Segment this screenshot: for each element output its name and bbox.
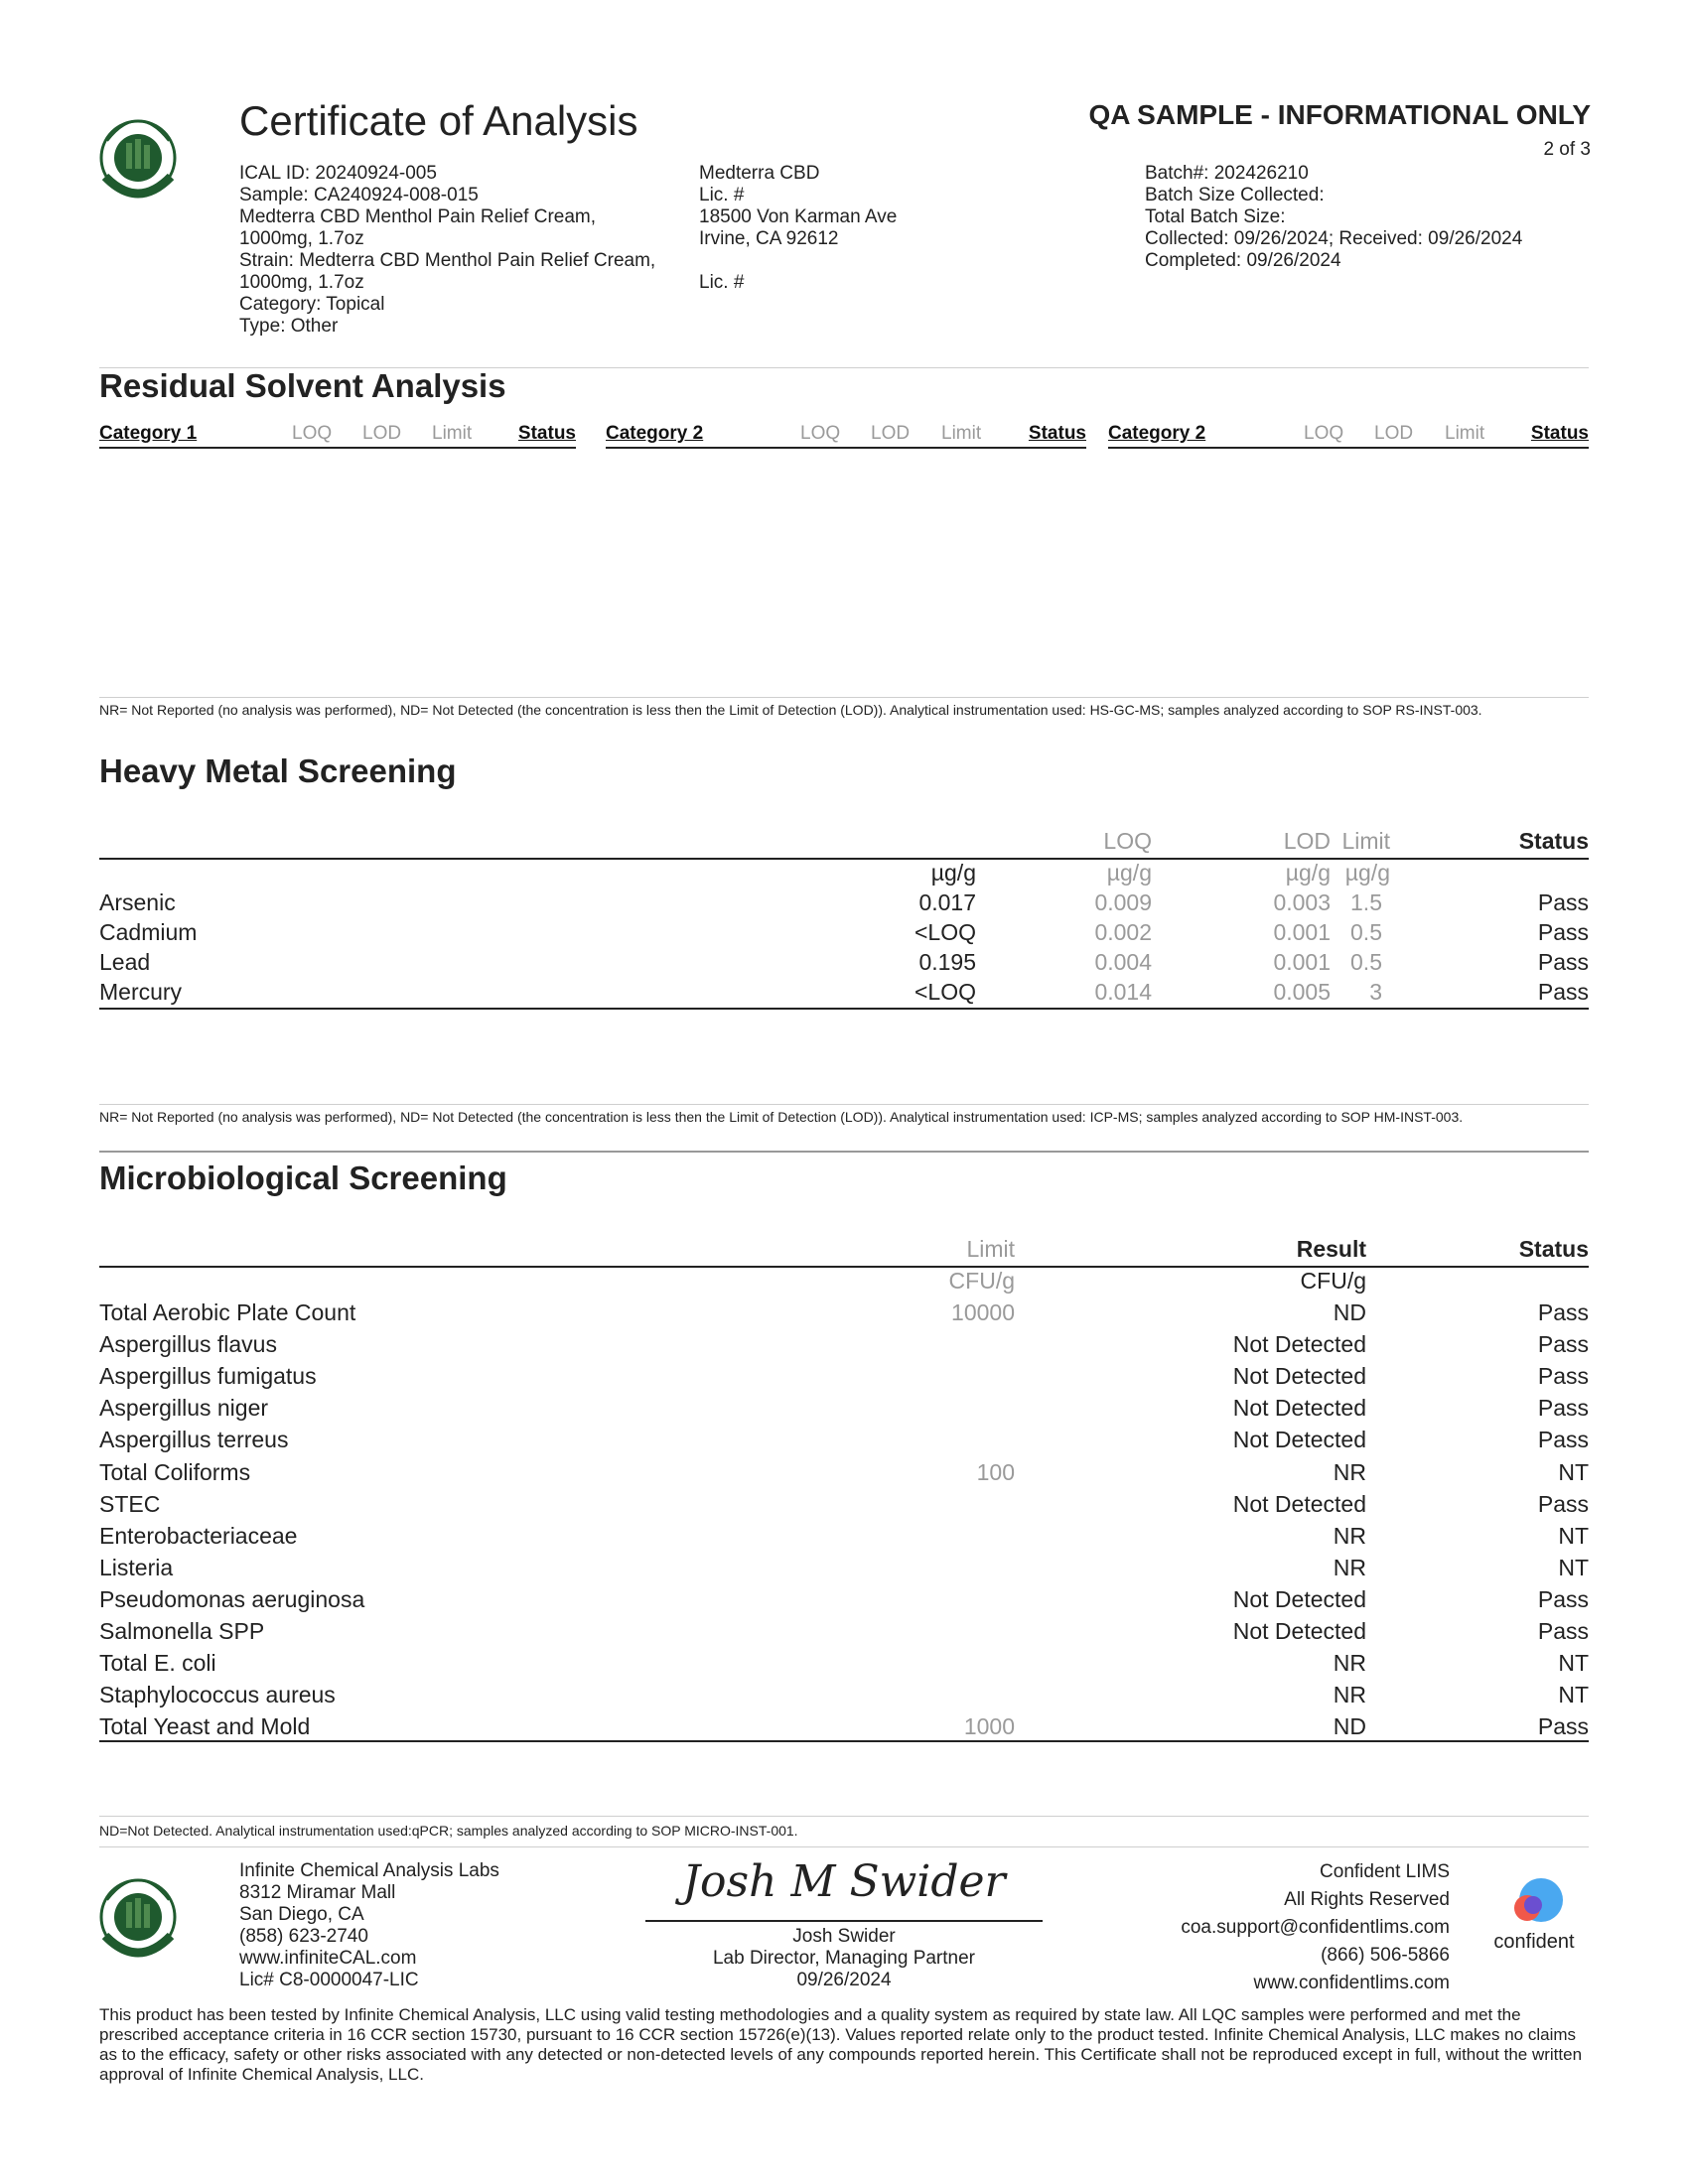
cell-analyte: Aspergillus fumigatus (99, 1363, 317, 1390)
sample-info-line: Sample: CA240924-008-015 (239, 185, 479, 205)
batch-info-line: Batch Size Collected: (1145, 185, 1325, 205)
table-row (99, 1555, 1589, 1586)
cell-result: ND (1333, 1713, 1366, 1740)
rs-limit: Limit (1445, 423, 1485, 444)
residual-solvent-title: Residual Solvent Analysis (99, 367, 506, 404)
cell-status: Pass (1537, 1395, 1589, 1422)
lab-phone: (858) 623-2740 (239, 1926, 368, 1947)
lims-contact (1053, 1858, 1450, 1997)
cell-result: NR (1333, 1458, 1366, 1485)
lims-rights: All Rights Reserved (1284, 1889, 1450, 1910)
cell-analyte: Enterobacteriaceae (99, 1522, 298, 1549)
cell-loq: 0.014 (1094, 979, 1152, 1005)
cell-limit: 0.5 (1350, 949, 1382, 975)
client-info-line: Lic. # (699, 185, 745, 205)
table-row (99, 1459, 1589, 1491)
divider (99, 1151, 1589, 1153)
col-loq: LOQ (1103, 828, 1152, 854)
rs-category: Category 2 (1108, 423, 1206, 444)
divider (99, 1816, 1589, 1817)
cell-limit: 1000 (963, 1713, 1015, 1740)
legal-disclaimer: This product has been tested by Infinite Chemical Analysis, LLC using valid testing methodologies and a quality system as required by state law. All LQC samples were performed and met the prescribed acceptance criteria in 16 CCR section 15730, pursuant to 16 CCR section 15726(e)(13). Values reported relate only to the product tested. Infinite Chemical Analysis, LLC makes no claims as to the efficacy, safety or other risks associated with any detected or non-detected levels of any compounds reported herein. This Certificate shall not be reproduced except in full, without the written approval of Infinite Chemical Analysis, LLC. (99, 2005, 1583, 2084)
lims-name: Confident LIMS (1320, 1861, 1450, 1882)
client-info-line: Irvine, CA 92612 (699, 228, 839, 249)
unit-limit: µg/g (1344, 860, 1390, 886)
cell-analyte: STEC (99, 1490, 161, 1517)
batch-info-line: Collected: 09/26/2024; Received: 09/26/2024 (1145, 228, 1523, 249)
rs-group-header (1108, 421, 1589, 449)
signer-block (645, 1926, 1043, 1991)
divider (99, 697, 1589, 698)
cell-analyte: Total Aerobic Plate Count (99, 1299, 356, 1325)
batch-info-line: Batch#: 202426210 (1145, 163, 1309, 184)
table-row (99, 1427, 1589, 1458)
cell-lod: 0.005 (1273, 979, 1331, 1005)
col-status: Status (1518, 1236, 1589, 1262)
lab-logo-footer (99, 1858, 177, 1976)
cell-lod: 0.001 (1273, 919, 1331, 945)
confident-logo (1479, 1876, 1589, 1966)
lab-logo (99, 99, 177, 216)
cell-analyte: Salmonella SPP (99, 1618, 265, 1644)
cell-lod: 0.003 (1273, 889, 1331, 915)
cell-result: 0.195 (918, 949, 976, 975)
table-header-row (99, 1236, 1589, 1268)
units-row (99, 860, 1589, 891)
lims-phone: (866) 506-5866 (1321, 1945, 1450, 1966)
cell-analyte: Listeria (99, 1554, 174, 1580)
lims-website: www.confidentlims.com (1253, 1973, 1450, 1993)
table-row (99, 1395, 1589, 1427)
table-row (99, 1650, 1589, 1682)
table-row (99, 1523, 1589, 1555)
table-row (99, 1586, 1589, 1618)
cell-analyte: Cadmium (99, 919, 198, 945)
col-lod: LOD (1283, 828, 1331, 854)
cell-status: Pass (1537, 919, 1589, 945)
client-info-line: Medterra CBD (699, 163, 820, 184)
cell-result: NR (1333, 1522, 1366, 1549)
cell-status: Pass (1537, 1331, 1589, 1358)
hm-footnote: NR= Not Reported (no analysis was performed), ND= Not Detected (the concentration is less then the Limit of Detection (LOD)). Analytical instrumentation used: ICP-MS; samples analyzed according to SOP HM-INST-003. (99, 1109, 1464, 1125)
table-row (99, 1331, 1589, 1363)
divider (99, 1104, 1589, 1105)
rs-lod: LOD (362, 423, 402, 444)
cell-analyte: Total E. coli (99, 1650, 216, 1677)
col-status: Status (1518, 828, 1589, 854)
lab-address: 8312 Miramar Mall (239, 1882, 396, 1903)
cell-result: Not Detected (1232, 1363, 1366, 1390)
client-info-line: 18500 Von Karman Ave (699, 206, 898, 227)
cell-result: Not Detected (1232, 1395, 1366, 1422)
sample-info-line: 1000mg, 1.7oz (239, 272, 364, 293)
cell-analyte: Lead (99, 949, 151, 975)
rs-status: Status (517, 423, 576, 444)
table-row (99, 1618, 1589, 1650)
signer-name: Josh Swider (792, 1926, 896, 1947)
signature-line (645, 1920, 1043, 1922)
cell-result: Not Detected (1232, 1618, 1366, 1644)
micro-title: Microbiological Screening (99, 1160, 507, 1196)
cell-limit: 0.5 (1350, 919, 1382, 945)
table-row (99, 1363, 1589, 1395)
client-info (699, 163, 897, 294)
cell-limit: 3 (1369, 979, 1382, 1005)
rs-lod: LOD (871, 423, 911, 444)
sample-info-line: Medterra CBD Menthol Pain Relief Cream, (239, 206, 597, 227)
cell-status: Pass (1537, 979, 1589, 1005)
table-bottom-rule (99, 1740, 1589, 1742)
micro-table (99, 1236, 1589, 1752)
table-row (99, 1682, 1589, 1713)
unit-limit: CFU/g (948, 1268, 1015, 1294)
unit-loq: µg/g (1106, 860, 1152, 886)
cell-status: Pass (1537, 949, 1589, 975)
table-row (99, 979, 1589, 1011)
cell-analyte: Mercury (99, 979, 183, 1005)
table-row (99, 1491, 1589, 1523)
sample-info-line: 1000mg, 1.7oz (239, 228, 364, 249)
qa-banner: QA SAMPLE - INFORMATIONAL ONLY (1088, 99, 1591, 130)
cell-analyte: Total Coliforms (99, 1458, 251, 1485)
client-info-line: Lic. # (699, 272, 745, 293)
cell-status: NT (1558, 1522, 1589, 1549)
lims-email: coa.support@confidentlims.com (1181, 1917, 1450, 1938)
cell-status: Pass (1537, 1363, 1589, 1390)
lab-contact (239, 1860, 499, 1991)
rs-status: Status (1028, 423, 1086, 444)
lab-website: www.infiniteCAL.com (239, 1948, 417, 1969)
heavy-metal-table (99, 828, 1589, 1007)
col-result: Result (1296, 1236, 1366, 1262)
cell-limit: 100 (976, 1458, 1015, 1485)
rs-status: Status (1530, 423, 1589, 444)
table-row (99, 889, 1589, 921)
cell-result: <LOQ (914, 919, 976, 945)
rs-limit: Limit (941, 423, 982, 444)
cell-status: Pass (1537, 1299, 1589, 1325)
rs-category: Category 2 (606, 423, 704, 444)
cell-lod: 0.001 (1273, 949, 1331, 975)
cell-analyte: Aspergillus terreus (99, 1427, 289, 1453)
cell-limit: 1.5 (1350, 889, 1382, 915)
batch-info-line: Completed: 09/26/2024 (1145, 250, 1341, 271)
unit-result: CFU/g (1300, 1268, 1366, 1294)
cell-status: NT (1558, 1682, 1589, 1708)
cell-analyte: Arsenic (99, 889, 176, 915)
signature: Josh M Swider (682, 1856, 1006, 1907)
signed-date: 09/26/2024 (796, 1970, 892, 1990)
confident-logo-icon (1479, 1876, 1589, 1926)
rs-lod: LOD (1374, 423, 1414, 444)
rs-loq: LOQ (1304, 423, 1344, 444)
cell-status: Pass (1537, 1490, 1589, 1517)
cell-status: NT (1558, 1554, 1589, 1580)
confident-logo-text: confident (1493, 1931, 1575, 1953)
col-limit-label: Limit (1341, 828, 1390, 854)
page-title: Certificate of Analysis (239, 97, 638, 144)
table-bottom-rule (99, 1008, 1589, 1010)
cell-analyte: Pseudomonas aeruginosa (99, 1585, 365, 1612)
units-row (99, 1268, 1589, 1299)
table-row (99, 1299, 1589, 1331)
micro-footnote: ND=Not Detected. Analytical instrumentation used:qPCR; samples analyzed according to SOP MICRO-INST-001. (99, 1823, 798, 1839)
cell-status: Pass (1537, 1427, 1589, 1453)
cell-loq: 0.002 (1094, 919, 1152, 945)
sample-info-line: ICAL ID: 20240924-005 (239, 163, 437, 184)
cell-limit: 10000 (951, 1299, 1015, 1325)
lab-name: Infinite Chemical Analysis Labs (239, 1860, 499, 1881)
cell-status: NT (1558, 1458, 1589, 1485)
sample-info-line: Type: Other (239, 316, 339, 337)
divider (99, 1846, 1589, 1847)
cell-status: Pass (1537, 889, 1589, 915)
cell-status: Pass (1537, 1713, 1589, 1740)
rs-loq: LOQ (800, 423, 841, 444)
cell-analyte: Aspergillus niger (99, 1395, 269, 1422)
signer-title: Lab Director, Managing Partner (712, 1948, 976, 1969)
rs-group-header (606, 421, 1086, 449)
heavy-metal-title: Heavy Metal Screening (99, 752, 457, 789)
cell-result: ND (1333, 1299, 1366, 1325)
lab-license: Lic# C8-0000047-LIC (239, 1970, 419, 1990)
sample-info (239, 163, 655, 338)
col-limit: Limit (966, 1236, 1015, 1262)
rs-group-header (99, 421, 576, 449)
client-info-line (699, 250, 897, 272)
batch-info-line: Total Batch Size: (1145, 206, 1286, 227)
table-row (99, 919, 1589, 951)
cell-result: <LOQ (914, 979, 976, 1005)
table-row (99, 949, 1589, 981)
cell-status: Pass (1537, 1585, 1589, 1612)
sample-info-line: Category: Topical (239, 294, 385, 315)
unit-result: µg/g (930, 860, 976, 886)
cell-loq: 0.009 (1094, 889, 1152, 915)
page-number: 2 of 3 (1543, 139, 1591, 160)
cell-status: NT (1558, 1650, 1589, 1677)
batch-info (1145, 163, 1522, 272)
sample-info-line: Strain: Medterra CBD Menthol Pain Relief Cream, (239, 250, 656, 271)
cell-result: Not Detected (1232, 1331, 1366, 1358)
unit-lod: µg/g (1285, 860, 1331, 886)
cell-loq: 0.004 (1094, 949, 1152, 975)
rs-category: Category 1 (99, 423, 198, 444)
cell-result: Not Detected (1232, 1427, 1366, 1453)
cell-analyte: Aspergillus flavus (99, 1331, 277, 1358)
cell-result: 0.017 (918, 889, 976, 915)
rs-limit: Limit (432, 423, 473, 444)
table-header-row (99, 828, 1589, 860)
cell-status: Pass (1537, 1618, 1589, 1644)
cell-analyte: Staphylococcus aureus (99, 1682, 336, 1708)
cell-result: Not Detected (1232, 1585, 1366, 1612)
cell-result: Not Detected (1232, 1490, 1366, 1517)
cell-result: NR (1333, 1650, 1366, 1677)
rs-footnote: NR= Not Reported (no analysis was performed), ND= Not Detected (the concentration is less then the Limit of Detection (LOD)). Analytical instrumentation used: HS-GC-MS; samples analyzed according to SOP RS-INST-003. (99, 702, 1482, 718)
cell-analyte: Total Yeast and Mold (99, 1713, 311, 1740)
cell-result: NR (1333, 1554, 1366, 1580)
cell-result: NR (1333, 1682, 1366, 1708)
rs-loq: LOQ (292, 423, 333, 444)
lab-city: San Diego, CA (239, 1904, 364, 1925)
